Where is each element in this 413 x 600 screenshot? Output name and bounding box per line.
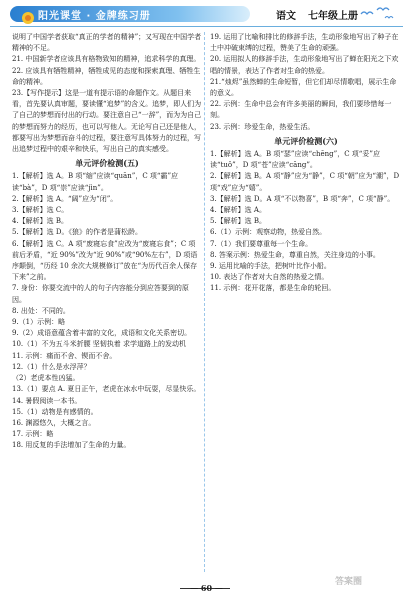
answer-line: 21. 中国新学者应该具有格物致知的精神，追求科学的真理。 xyxy=(12,55,201,64)
answer-line: 7.（1）我们要尊重每一个生命。 xyxy=(210,239,313,248)
answer-line: 2.【解析】选 B。A 项“静”应为“静”，C 项“朝”应为“潮”，D 项“戏”应为“嬉”。 xyxy=(210,172,400,192)
answer-line: 20. 运用拟人的修辞手法，生动形象地写出了蝉在阳光之下欢唱的情景，表达了作者对生命的热爱。 xyxy=(210,55,399,75)
header-rule xyxy=(10,26,403,27)
answer-line: 23.【写作提示】这是一道有提示语的命题作文。从题目来看，首先要认真审题，要读懂“追梦”的含义。追梦，即人们为了自己的梦想而付出的行动。要注意自己“一辞”，而为为自己的梦想而努力的经历，也可以写他人。无论写自己还是他人，都要写出为梦想而奋斗的过程，要注意写具体努力的过程，写出追梦过程中的艰辛和快乐，写出自己的真实感受。 xyxy=(12,89,202,154)
grade-label: 七年级上册 xyxy=(308,11,358,22)
answer-line: 9.（2）成语意蕴含着丰富的文化，成语和文化关系密切。 xyxy=(12,329,192,338)
answer-line: 1.【解析】选 A。B 项“瑟”应读“chēng”，C 项“妥”应读“tuǒ”，D 项“苍”应读“cāng”。 xyxy=(210,150,380,170)
answer-line: 17. 示例：略 xyxy=(12,430,54,439)
answer-line: 9.（1）示例：略 xyxy=(12,318,66,327)
answer-line: 23. 示例：珍爱生命，热爱生活。 xyxy=(210,122,315,131)
answer-line: 10. 表达了作者对大自然的热爱之情。 xyxy=(210,273,329,282)
answer-line: 说明了中国学者获取“真正的学者的精神”；又写现在中国学者精神的不足。 xyxy=(12,33,202,53)
answer-line: 21.“烛烬”虽然蝉的生命短暂，但它们却尽情歌唱，展示生命的意义。 xyxy=(210,77,397,98)
answer-line: 22. 示例：生命中总会有许多美丽的瞬间，我们要珍惜每一刻。 xyxy=(210,100,392,120)
answer-line: 14. 暑假阅读一本书。 xyxy=(12,396,82,405)
answer-line: （2）老虎本性凶猛。 xyxy=(12,374,80,383)
answer-line: 16. 渊源悠久，大概之言。 xyxy=(12,418,96,427)
brand-title: 阳光课堂 · 金牌练习册 xyxy=(38,11,151,22)
answer-line: 11. 示例：花开花落，都是生命的轮回。 xyxy=(210,284,336,293)
answer-line: 4.【解析】选 A。 xyxy=(210,206,266,215)
section-heading: 单元评价检测(六) xyxy=(274,135,338,146)
answer-line: 5.【解析】选 D。《狼》的作者是蒲松龄。 xyxy=(12,228,143,237)
column-divider xyxy=(204,32,205,572)
answer-line: 22. 应该具有牺牲精神，牺牲成见的态度和探索真理、牺牲生命的精神。 xyxy=(12,66,201,86)
answer-line: 8. 答案示例：热爱生命，尊重自然，关注身边的小事。 xyxy=(210,250,380,259)
answer-line: 2.【解析】选 A。“阔”应为“闭”。 xyxy=(12,194,118,203)
answer-line: 11. 示例：痛而不舍、锲而不舍。 xyxy=(12,351,117,360)
watermark-text: 答案圈 xyxy=(335,577,363,587)
answer-line: 10.（1）不为五斗米折腰 坚韧执着 求学道路上的发动机 xyxy=(12,340,187,349)
page-number-value: 60 xyxy=(200,583,213,593)
answer-line: 6.【解析】选 C。A 项“废寝忘食”应改为“废寝忘食”；C 项前后矛盾，“近 90%”改为“近 90%”或“90%左右”，D 项语序颠倒，“历经 10 余次大规模修订”放在“为历代百余人保存下来”之前。 xyxy=(12,239,198,282)
answer-line: 12.（1）什么是水浮萍？ xyxy=(12,362,91,371)
answer-line: 4.【解析】选 B。 xyxy=(12,217,69,226)
answer-line: 8. 出处：不同的。 xyxy=(12,306,70,315)
answer-line: 7. 身份：你要交流中的人的句子内容能分到应答要到的原因。 xyxy=(12,284,189,304)
answer-line: 1.【解析】选 A。B 项“缩”应读“quān”，C 项“霸”应读“bà”，D 项“崇”应读“jìn”。 xyxy=(12,172,179,192)
right-column xyxy=(210,32,402,295)
subject-label: 语文 xyxy=(276,11,296,22)
answer-line: 15.（1）动物是有感情的。 xyxy=(12,407,98,416)
watermark xyxy=(335,566,405,592)
brand-banner xyxy=(10,6,250,22)
answer-line: 6.（1）示例：观察动物，热爱自然。 xyxy=(210,228,327,237)
left-column xyxy=(12,32,202,452)
page-number: — 60 — xyxy=(190,583,223,593)
answer-line: 5.【解析】选 B。 xyxy=(210,217,267,226)
answer-line: 3.【解析】选 D。A 项“不以物喜”，B 项“奔”，C 项“静”。 xyxy=(210,194,395,203)
section-heading: 单元评价检测(五) xyxy=(75,158,139,169)
page-header xyxy=(0,0,413,30)
birds-icon xyxy=(357,4,397,22)
answer-line: 19. 运用了比喻和排比的修辞手法，生动形象地写出了种子在土中冲破束缚的过程，赞美了生命的顽强。 xyxy=(210,33,399,53)
answer-line: 13.（1）要点 A. 夏日正午，老虎在冰水中玩耍，尽显快乐。 xyxy=(12,385,201,394)
answer-line: 3.【解析】选 C。 xyxy=(12,206,69,215)
answer-line: 18. 用反复的手法增加了生命的力量。 xyxy=(12,441,131,450)
answer-line: 9. 运用比喻的手法，把树叶比作小船。 xyxy=(210,262,331,271)
sun-logo-icon xyxy=(18,8,38,28)
